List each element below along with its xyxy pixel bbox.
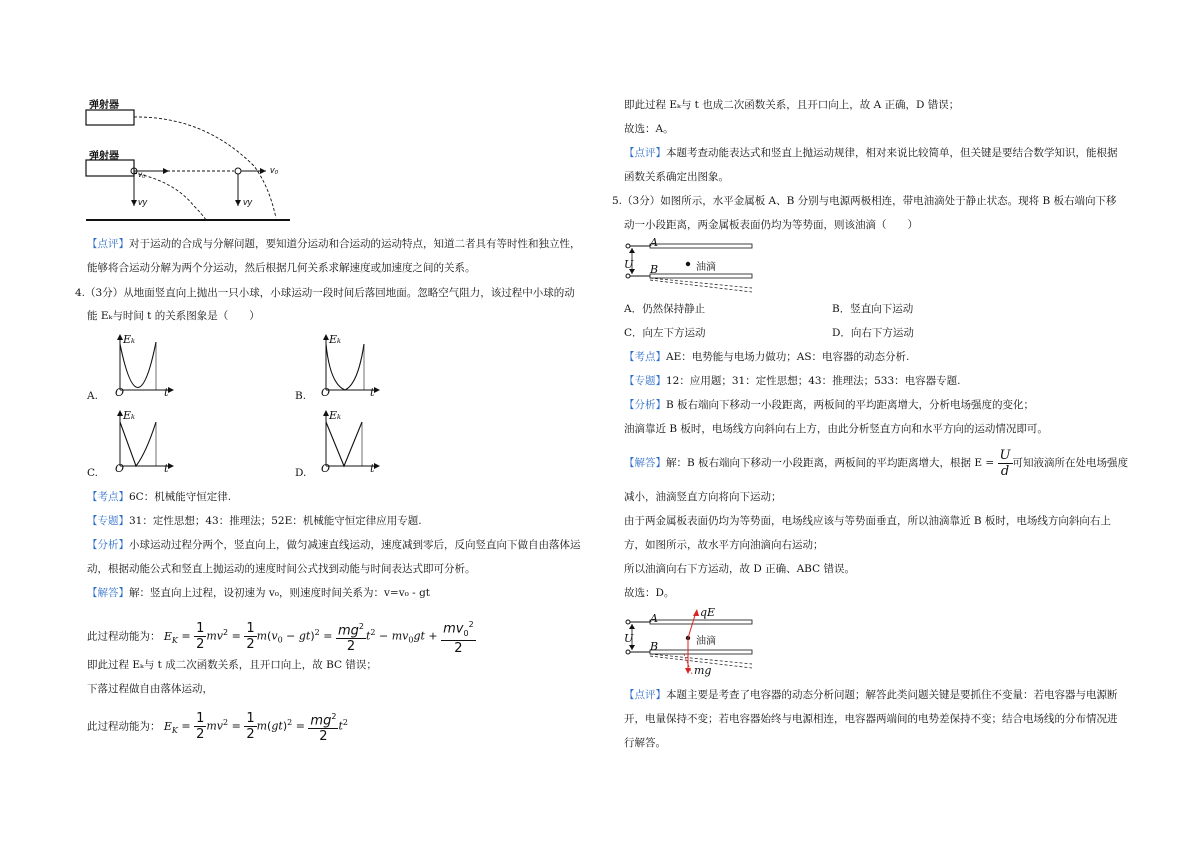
graph-c-ylabel: Eₖ	[123, 409, 136, 422]
q5-fenxi-line1: 【分析】B 板右端向下移动一小段距离，两板间的平均距离增大，分析电场强度的变化；	[624, 399, 1035, 411]
q4-stem-line1: 4.（3分）从地面竖直向上抛出一只小球，小球运动一段时间后落回地面。忽略空气阻力，该过程中小球的动	[75, 287, 575, 299]
q4-conclusion-1: 即此过程 Eₖ与 t 成二次函数关系，且开口向上，故 BC 错误；	[87, 659, 377, 671]
q5-stem-line1: 5.（3分）如图所示，水平金属板 A、B 分别与电源两极相连，带电油滴处于静止状态。现将 B 板右端向下移	[612, 195, 1117, 207]
oil-drop-label-2: 油滴	[696, 636, 716, 647]
option-b: B.	[295, 390, 307, 402]
q5-jieda-line5: 所以油滴向右下方运动，故 D 正确、ABC 错误。	[624, 563, 855, 575]
option-d: D.	[295, 467, 307, 479]
q5-stem-line2: 动一小段距离，两金属板表面仍均为等势面，则该油滴（ ）	[624, 219, 918, 231]
graph-d-xlabel: t	[370, 462, 375, 475]
q4-stem-line2: 能 Eₖ与时间 t 的关系图象是（ ）	[87, 310, 260, 322]
oil-drop-label: 油滴	[696, 262, 716, 273]
launcher-v0-label: v₀	[270, 165, 279, 175]
plate-a-label-2: A	[650, 612, 658, 625]
plate-a-label: A	[650, 236, 658, 249]
graph-b-origin: O	[321, 386, 331, 399]
q5-jieda-line4: 方，如图所示，故水平方向油滴向右运动；	[624, 539, 824, 551]
q5-jieda-line6: 故选：D。	[624, 587, 675, 599]
force-mg-label: mg	[694, 664, 712, 677]
q4-fenxi-line1: 【分析】小球运动过程分两个，竖直向上，做匀减速直线运动，速度减到零后，反向竖直向下做自由落体运	[87, 539, 581, 551]
q4-zhuanti: 【专题】31：定性思想；43：推理法；52E：机械能守恒定律应用专题.	[87, 515, 422, 527]
q5-option-a: A．仍然保持静止	[624, 303, 706, 315]
q5-comment-line2: 开，电量保持不变；若电容器始终与电源相连，电容器两端间的电势差保持不变；结合电场线的分布情况进	[624, 713, 1118, 725]
plate-b-label: B	[650, 263, 659, 276]
graph-d-origin: O	[321, 462, 331, 475]
q5-jieda-line1: 【解答】解：B 板右端向下移动一小段距离，两板间的平均距离增大，根据 E = $\frac{U}{d}$ 可知液滴所在处电场强度	[624, 447, 1129, 479]
q5-fenxi-line2: 油滴靠近 B 板时，电场线方向斜向右上方，由此分析竖直方向和水平方向的运动情况即可。	[624, 423, 1048, 435]
graph-a-ylabel: Eₖ	[123, 333, 136, 346]
q5-comment-line1: 【点评】本题主要是考查了电容器的动态分析问题；解答此类问题关键是要抓住不变量：若电容器与电源断	[624, 689, 1118, 701]
voltage-u-label: U	[624, 258, 634, 271]
launcher-vx-label: v₀	[138, 170, 146, 179]
graph-a-origin: O	[115, 386, 125, 399]
q4-fenxi-line2: 动，根据动能公式和竖直上抛运动的速度时间公式找到动能与时间表达式即可分析。	[87, 563, 476, 575]
q3-comment-line1: 【点评】对于运动的合成与分解问题，要知道分运动和合运动的运动特点，知道二者具有等时性和独立性，	[87, 238, 581, 250]
q4-kaodian: 【考点】6C：机械能守恒定律.	[87, 491, 232, 503]
q3-comment-line2: 能够将合运动分解为两个分运动，然后根据几何关系求解速度或加速度之间的关系。	[87, 262, 476, 274]
q4-comment-line1: 【点评】本题考查动能表达式和竖直上抛运动规律，相对来说比较简单，但关键是要结合数学知识，能根据	[624, 147, 1118, 159]
q4-jieda-line1: 【解答】解：竖直向上过程，设初速为 v₀，则速度时间关系为：v=v₀ - gt	[87, 587, 431, 599]
voltage-u-label-2: U	[624, 632, 634, 645]
q4-cont-1: 即此过程 Eₖ与 t 也成二次函数关系，且开口向上，故 A 正确，D 错误；	[624, 99, 960, 111]
q5-option-d: D．向右下方运动	[832, 327, 914, 339]
launcher-vy1-label: vy	[138, 197, 147, 207]
graph-a-xlabel: t	[164, 386, 169, 399]
q5-zhuanti: 【专题】12：应用题；31：定性思想；43：推理法；533：电容器专题.	[624, 375, 961, 387]
option-c: C.	[87, 467, 98, 479]
q4-equation-2: 此过程动能为： $E_K$ = $\frac{1}{2}$ $mv^2$ = $\frac{1}{2}$ m(gt)$^2$ = $\frac{mg^2}{2}$ $t^2$	[87, 706, 348, 740]
graph-c-origin: O	[115, 462, 125, 475]
graph-d-ylabel: Eₖ	[329, 409, 342, 422]
launcher-vy2-label: vy	[243, 197, 252, 207]
q4-equation-1: 此过程动能为： $E_K$ = $\frac{1}{2}$ $mv^2$ = $\frac{1}{2}$ $m(v_0 - gt)^2$ = $\frac{mg^2}{2}$ $t^2 - mv_0gt$ + $\frac{mv_0^2}{2}$	[87, 616, 476, 650]
graph-c-xlabel: t	[164, 462, 169, 475]
q4-cont-2: 故选：A。	[624, 123, 674, 135]
graph-b-ylabel: Eₖ	[329, 333, 342, 346]
force-qe-label: qE	[700, 606, 716, 619]
launcher-label-bottom: 弹射器	[89, 151, 119, 162]
q5-comment-line3: 行解答。	[624, 737, 666, 749]
graph-b-xlabel: t	[370, 386, 375, 399]
q4-comment-line2: 函数关系确定出图象。	[624, 171, 729, 183]
q5-jieda-line2: 减小，油滴竖直方向将向下运动；	[624, 491, 782, 503]
option-a: A.	[87, 390, 98, 402]
capacitor-figure	[624, 236, 764, 294]
plate-b-label-2: B	[650, 640, 659, 653]
launcher-label-top: 弹射器	[89, 100, 119, 111]
q4-fall: 下落过程做自由落体运动，	[87, 683, 213, 695]
q5-option-c: C．向左下方运动	[624, 327, 706, 339]
q5-option-b: B．竖直向下运动	[832, 303, 914, 315]
comment-tag: 【点评】	[87, 238, 129, 250]
q5-kaodian: 【考点】AE：电势能与电场力做功；AS：电容器的动态分析.	[624, 351, 910, 363]
q5-jieda-line3: 由于两金属板表面仍均为等势面，电场线应该与等势面垂直，所以油滴靠近 B 板时，电场线方向斜向右上	[624, 515, 1111, 527]
